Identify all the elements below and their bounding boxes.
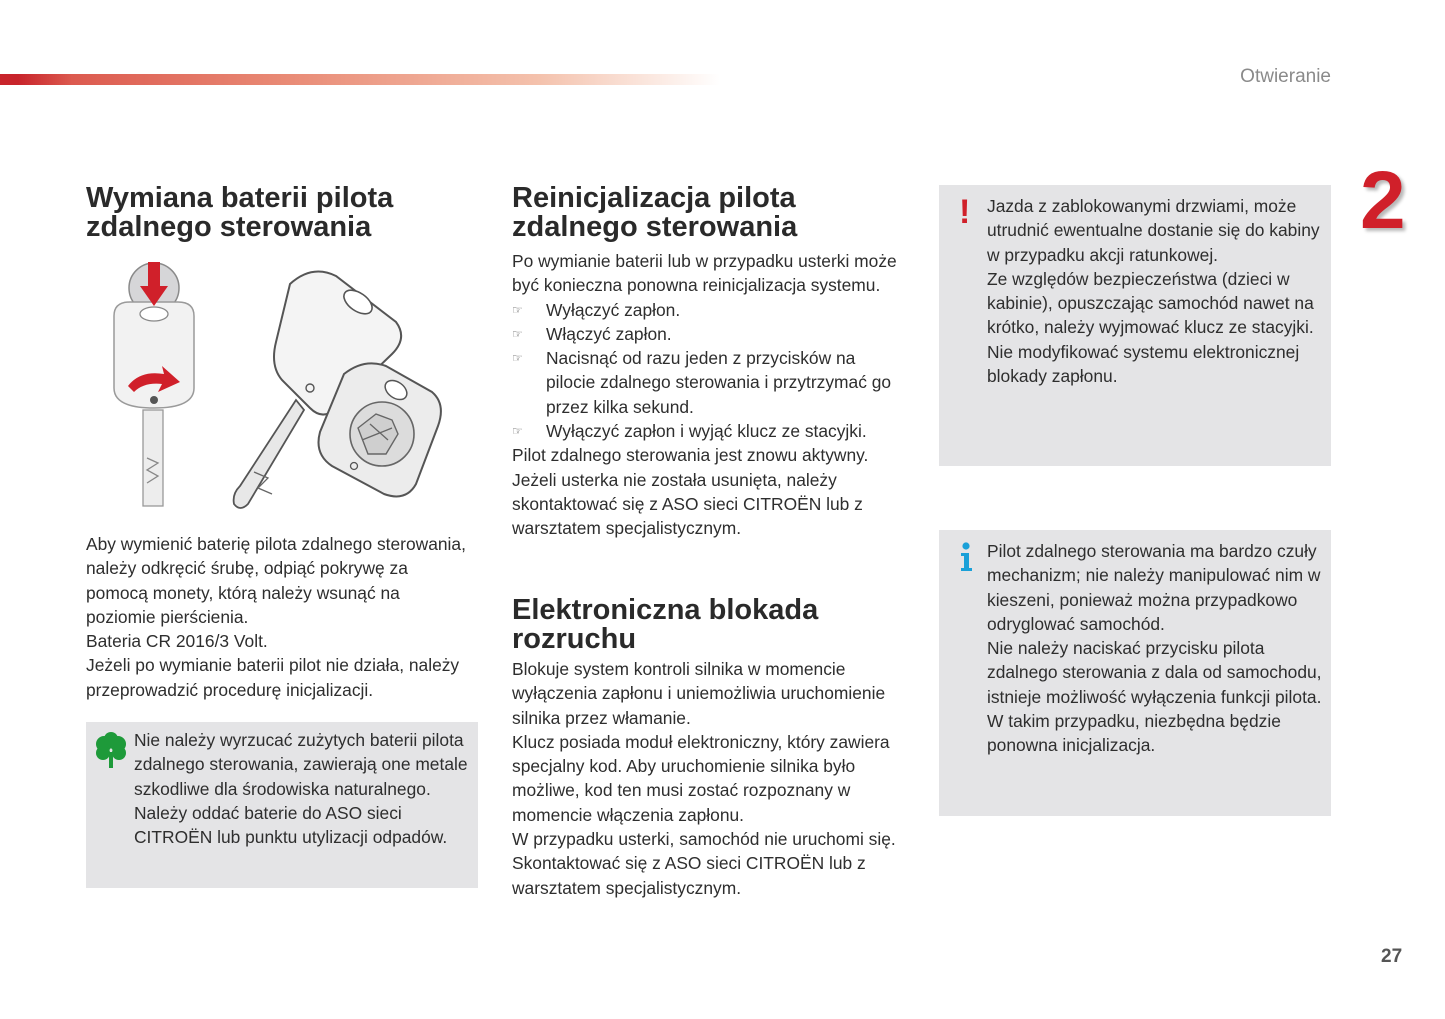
- immobilizer-body: [512, 657, 904, 900]
- warning-line: Ze względów bezpieczeństwa (dzieci w kabinie), opuszczając samochód nawet na krótko, należy wyjmować klucz ze stacyjki.: [987, 268, 1314, 338]
- battery-heading: Wymiana baterii pilota zdalnego sterowania: [86, 182, 394, 243]
- eco-note-line: Nie należy wyrzucać zużytych baterii pilota zdalnego sterowania, zawierają one metale szkodliwe dla środowiska naturalnego.: [134, 730, 468, 799]
- bullet-marker: ☞: [512, 302, 523, 317]
- key-fob-battery-icon: [100, 258, 450, 516]
- reinit-heading: Reinicjalizacja pilota zdalnego sterowania: [512, 182, 798, 243]
- immobilizer-paragraph: Skontaktować się z ASO sieci CITROËN lub z warsztatem specjalistycznym.: [512, 853, 866, 898]
- reinit-step-text: Nacisnąć od razu jeden z przycisków na pilocie zdalnego sterowania i przytrzymać go przez kilka sekund.: [546, 348, 892, 417]
- reinit-outro: Jeżeli usterka nie została usunięta, należy skontaktować się z ASO sieci CITROËN lub z warsztatem specjalistycznym.: [512, 469, 863, 539]
- immobilizer-paragraph: Blokuje system kontroli silnika w momencie wyłączenia zapłonu i uniemożliwia uruchomienie silnika przez włamanie.: [512, 659, 886, 728]
- battery-paragraph: Jeżeli po wymianie baterii pilot nie działa, należy przeprowadzić procedurę inicjalizacji.: [86, 655, 460, 700]
- warning-line: Nie modyfikować systemu elektronicznej blokady zapłonu.: [987, 341, 1300, 387]
- eco-note-box: [86, 722, 478, 888]
- bullet-marker: ☞: [512, 351, 523, 366]
- warning-box: [939, 185, 1331, 466]
- reinit-step: [512, 298, 904, 322]
- eco-note-line: Należy oddać baterie do ASO sieci CITROËN lub punktu utylizacji odpadów.: [134, 802, 448, 848]
- section-title: Otwieranie: [1240, 66, 1331, 87]
- reinit-step: [512, 322, 904, 346]
- reinit-intro: Po wymianie baterii lub w przypadku usterki może być konieczna ponowna reinicjalizacja systemu.: [512, 251, 897, 296]
- warning-line: Jazda z zablokowanymi drzwiami, może utrudnić ewentualne dostanie się do kabiny w przypadku akcji ratunkowej.: [987, 196, 1320, 265]
- reinit-step-text: Wyłączyć zapłon i wyjąć klucz ze stacyjki.: [546, 421, 867, 442]
- reinit-outro: Pilot zdalnego sterowania jest znowu aktywny.: [512, 445, 869, 466]
- bullet-marker: ☞: [512, 424, 523, 439]
- reinit-step: [512, 346, 904, 419]
- reinit-body: [512, 249, 904, 541]
- battery-paragraph: Bateria CR 2016/3 Volt.: [86, 631, 268, 652]
- eco-leaf-icon: [94, 732, 128, 770]
- immobilizer-heading: Elektroniczna blokada rozruchu: [512, 594, 819, 655]
- reinit-step-text: Wyłączyć zapłon.: [546, 299, 681, 320]
- bullet-marker: ☞: [512, 326, 523, 341]
- header-color-bar: [0, 74, 720, 85]
- reinit-step: [512, 419, 904, 443]
- info-line: Pilot zdalnego sterowania ma bardzo czuły mechanizm; nie należy manipulować nim w kieszeni, ponieważ można przypadkowo odryglować samochód.: [987, 541, 1321, 634]
- reinit-step-text: Włączyć zapłon.: [546, 323, 672, 344]
- battery-paragraph: Aby wymienić baterię pilota zdalnego sterowania, należy odkręcić śrubę, odpiąć pokrywę za pomocą monety, którą należy wsunąć na poziomie pierścienia.: [86, 534, 466, 627]
- battery-body: [86, 532, 466, 702]
- chapter-number: 2: [1360, 155, 1406, 246]
- warning-exclamation-icon: !: [959, 193, 971, 231]
- page-number: 27: [1381, 946, 1403, 967]
- info-box: [939, 530, 1331, 816]
- immobilizer-paragraph: W przypadku usterki, samochód nie uruchomi się.: [512, 829, 896, 850]
- info-icon: [959, 542, 973, 572]
- immobilizer-paragraph: Klucz posiada moduł elektroniczny, który zawiera specjalny kod. Aby uruchomienie silnika było możliwe, kod ten musi zostać rozpoznany w momencie włączenia zapłonu.: [512, 731, 890, 825]
- info-line: Nie należy naciskać przycisku pilota zdalnego sterowania z dala od samochodu, istnieje możliwość wyłączenia funkcji pilota. W takim przypadku, niezbędna będzie ponowna inicjalizacja.: [987, 638, 1322, 756]
